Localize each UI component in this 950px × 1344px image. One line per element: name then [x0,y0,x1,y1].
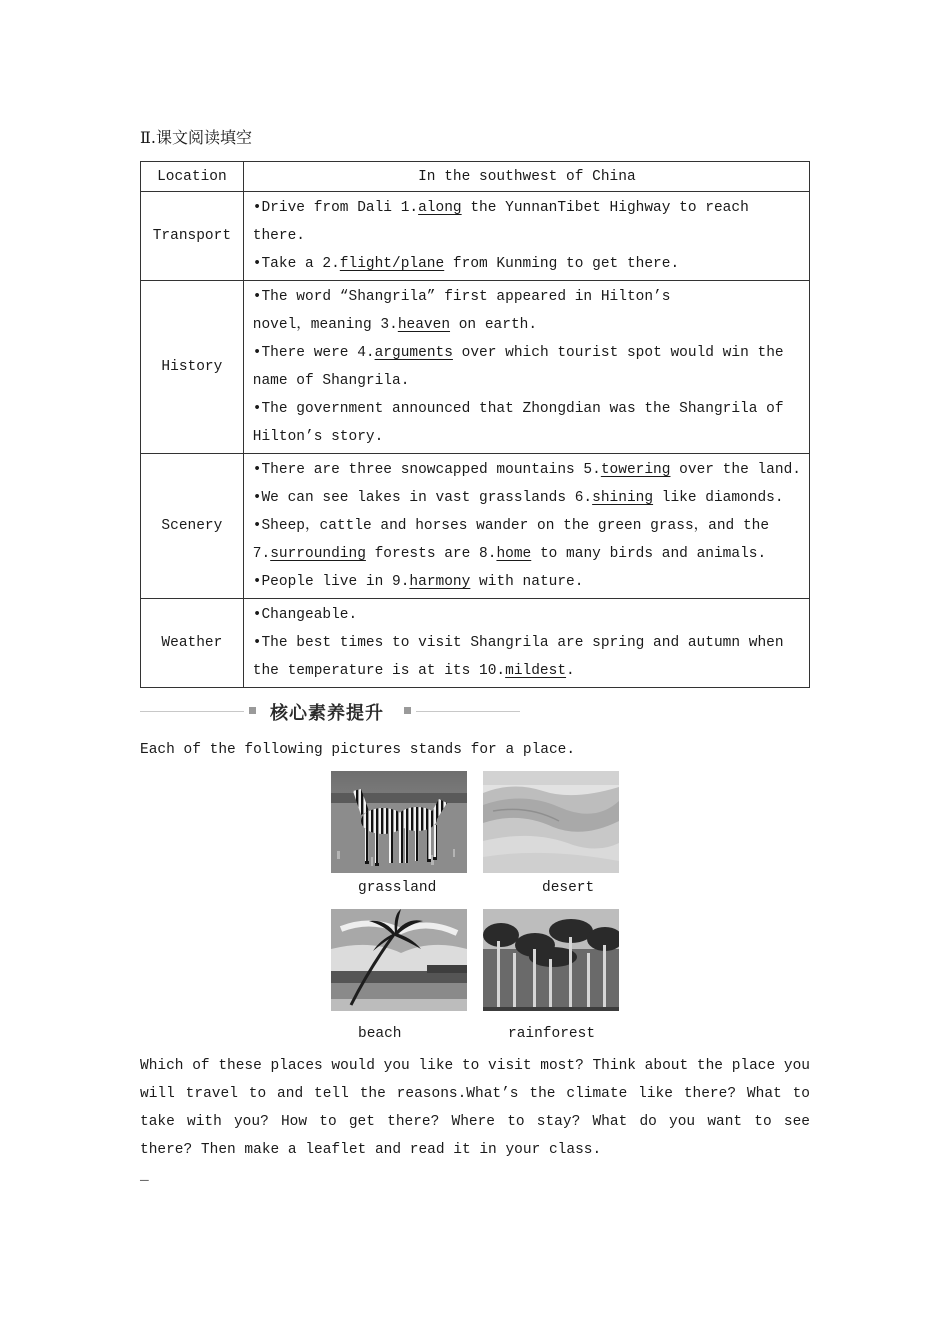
weather-line-1: •Changeable. [252,607,358,623]
history-line-6: Hilton’s story. [252,429,384,445]
scenery-line-3: •Sheep，cattle and horses wander on the green grass，and the [252,518,770,534]
table-row-weather [141,599,810,688]
heading-title: 核心素养提升 [270,703,384,724]
answer-blank-7: surrounding [270,546,366,562]
history-line-1: •The word “Shangrila” first appeared in Hilton’s [252,289,671,305]
history-content [243,281,809,454]
history-line-5: •The government announced that Zhongdian was the Shangrila of [252,401,784,417]
row-label-transport: Transport [141,192,244,281]
heading-square-left-icon [249,707,256,714]
weather-content [243,599,809,688]
transport-line-3: •Take a 2.flight/plane from Kunming to get there. [252,256,680,272]
task-paragraph: Which of these places would you like to visit most? Think about the place you will travel to and tell the reasons.What’s the climate like there? What to take with you? How to get there? Where to stay? What do you want to see there? Then make a leaflet and read it in your class. [140,1058,811,1158]
weather-line-2: •The best times to visit Shangrila are spring and autumn when [252,635,784,651]
table-row-history [141,281,810,454]
section-title: Ⅱ.课文阅读填空 [140,128,252,147]
transport-line-1: •Drive from Dali 1.along the YunnanTibet Highway to reach [252,200,749,216]
intro-text: Each of the following pictures stands for a place. [140,742,576,758]
transport-line-2: there. [252,228,305,244]
scenery-line-4: 7.surrounding forests are 8.home to many birds and animals. [252,546,767,562]
answer-line: _ [140,1168,149,1184]
history-line-4: name of Shangrila. [252,373,410,389]
scenery-content [243,454,809,599]
answer-blank-5: towering [600,462,671,478]
answer-blank-8: home [496,546,532,562]
scenery-line-1: •There are three snowcapped mountains 5.towering over the land. [252,462,801,478]
heading-rule-right [416,711,520,712]
sand-dunes-photo-icon [483,771,619,873]
answer-blank-2: flight/plane [339,256,445,272]
answer-blank-3: heaven [397,317,451,333]
zebras-photo-icon [331,771,467,873]
history-line-3: •There were 4.arguments over which tourist spot would win the [252,345,784,361]
answer-blank-4: arguments [374,345,453,361]
table-row-transport [141,192,810,281]
weather-line-3: the temperature is at its 10.mildest. [252,663,575,679]
row-label-history: History [141,281,244,454]
location-value: In the southwest of China [243,162,809,192]
row-label-scenery: Scenery [141,454,244,599]
answer-blank-6: shining [592,490,654,506]
heading-rule-left [140,711,244,712]
row-label-location: Location [141,162,244,192]
scenery-line-5: •People live in 9.harmony with nature. [252,574,584,590]
row-label-weather: Weather [141,599,244,688]
caption-grassland: grassland [358,880,437,896]
palm-beach-photo-icon [331,909,467,1011]
caption-beach: beach [358,1026,402,1042]
table-row-location [141,162,810,192]
answer-blank-1: along [418,200,462,216]
palm-forest-photo-icon [483,909,619,1011]
scenery-line-2: •We can see lakes in vast grasslands 6.shining like diamonds. [252,490,784,506]
caption-desert: desert [542,880,595,896]
caption-rainforest: rainforest [508,1026,596,1042]
heading-square-right-icon [404,707,411,714]
answer-blank-9: harmony [409,574,471,590]
transport-content [243,192,809,281]
history-line-2: novel，meaning 3.heaven on earth. [252,317,538,333]
reading-fill-table [140,161,810,688]
answer-blank-10: mildest [505,663,567,679]
core-literacy-heading [140,697,520,727]
table-row-scenery [141,454,810,599]
